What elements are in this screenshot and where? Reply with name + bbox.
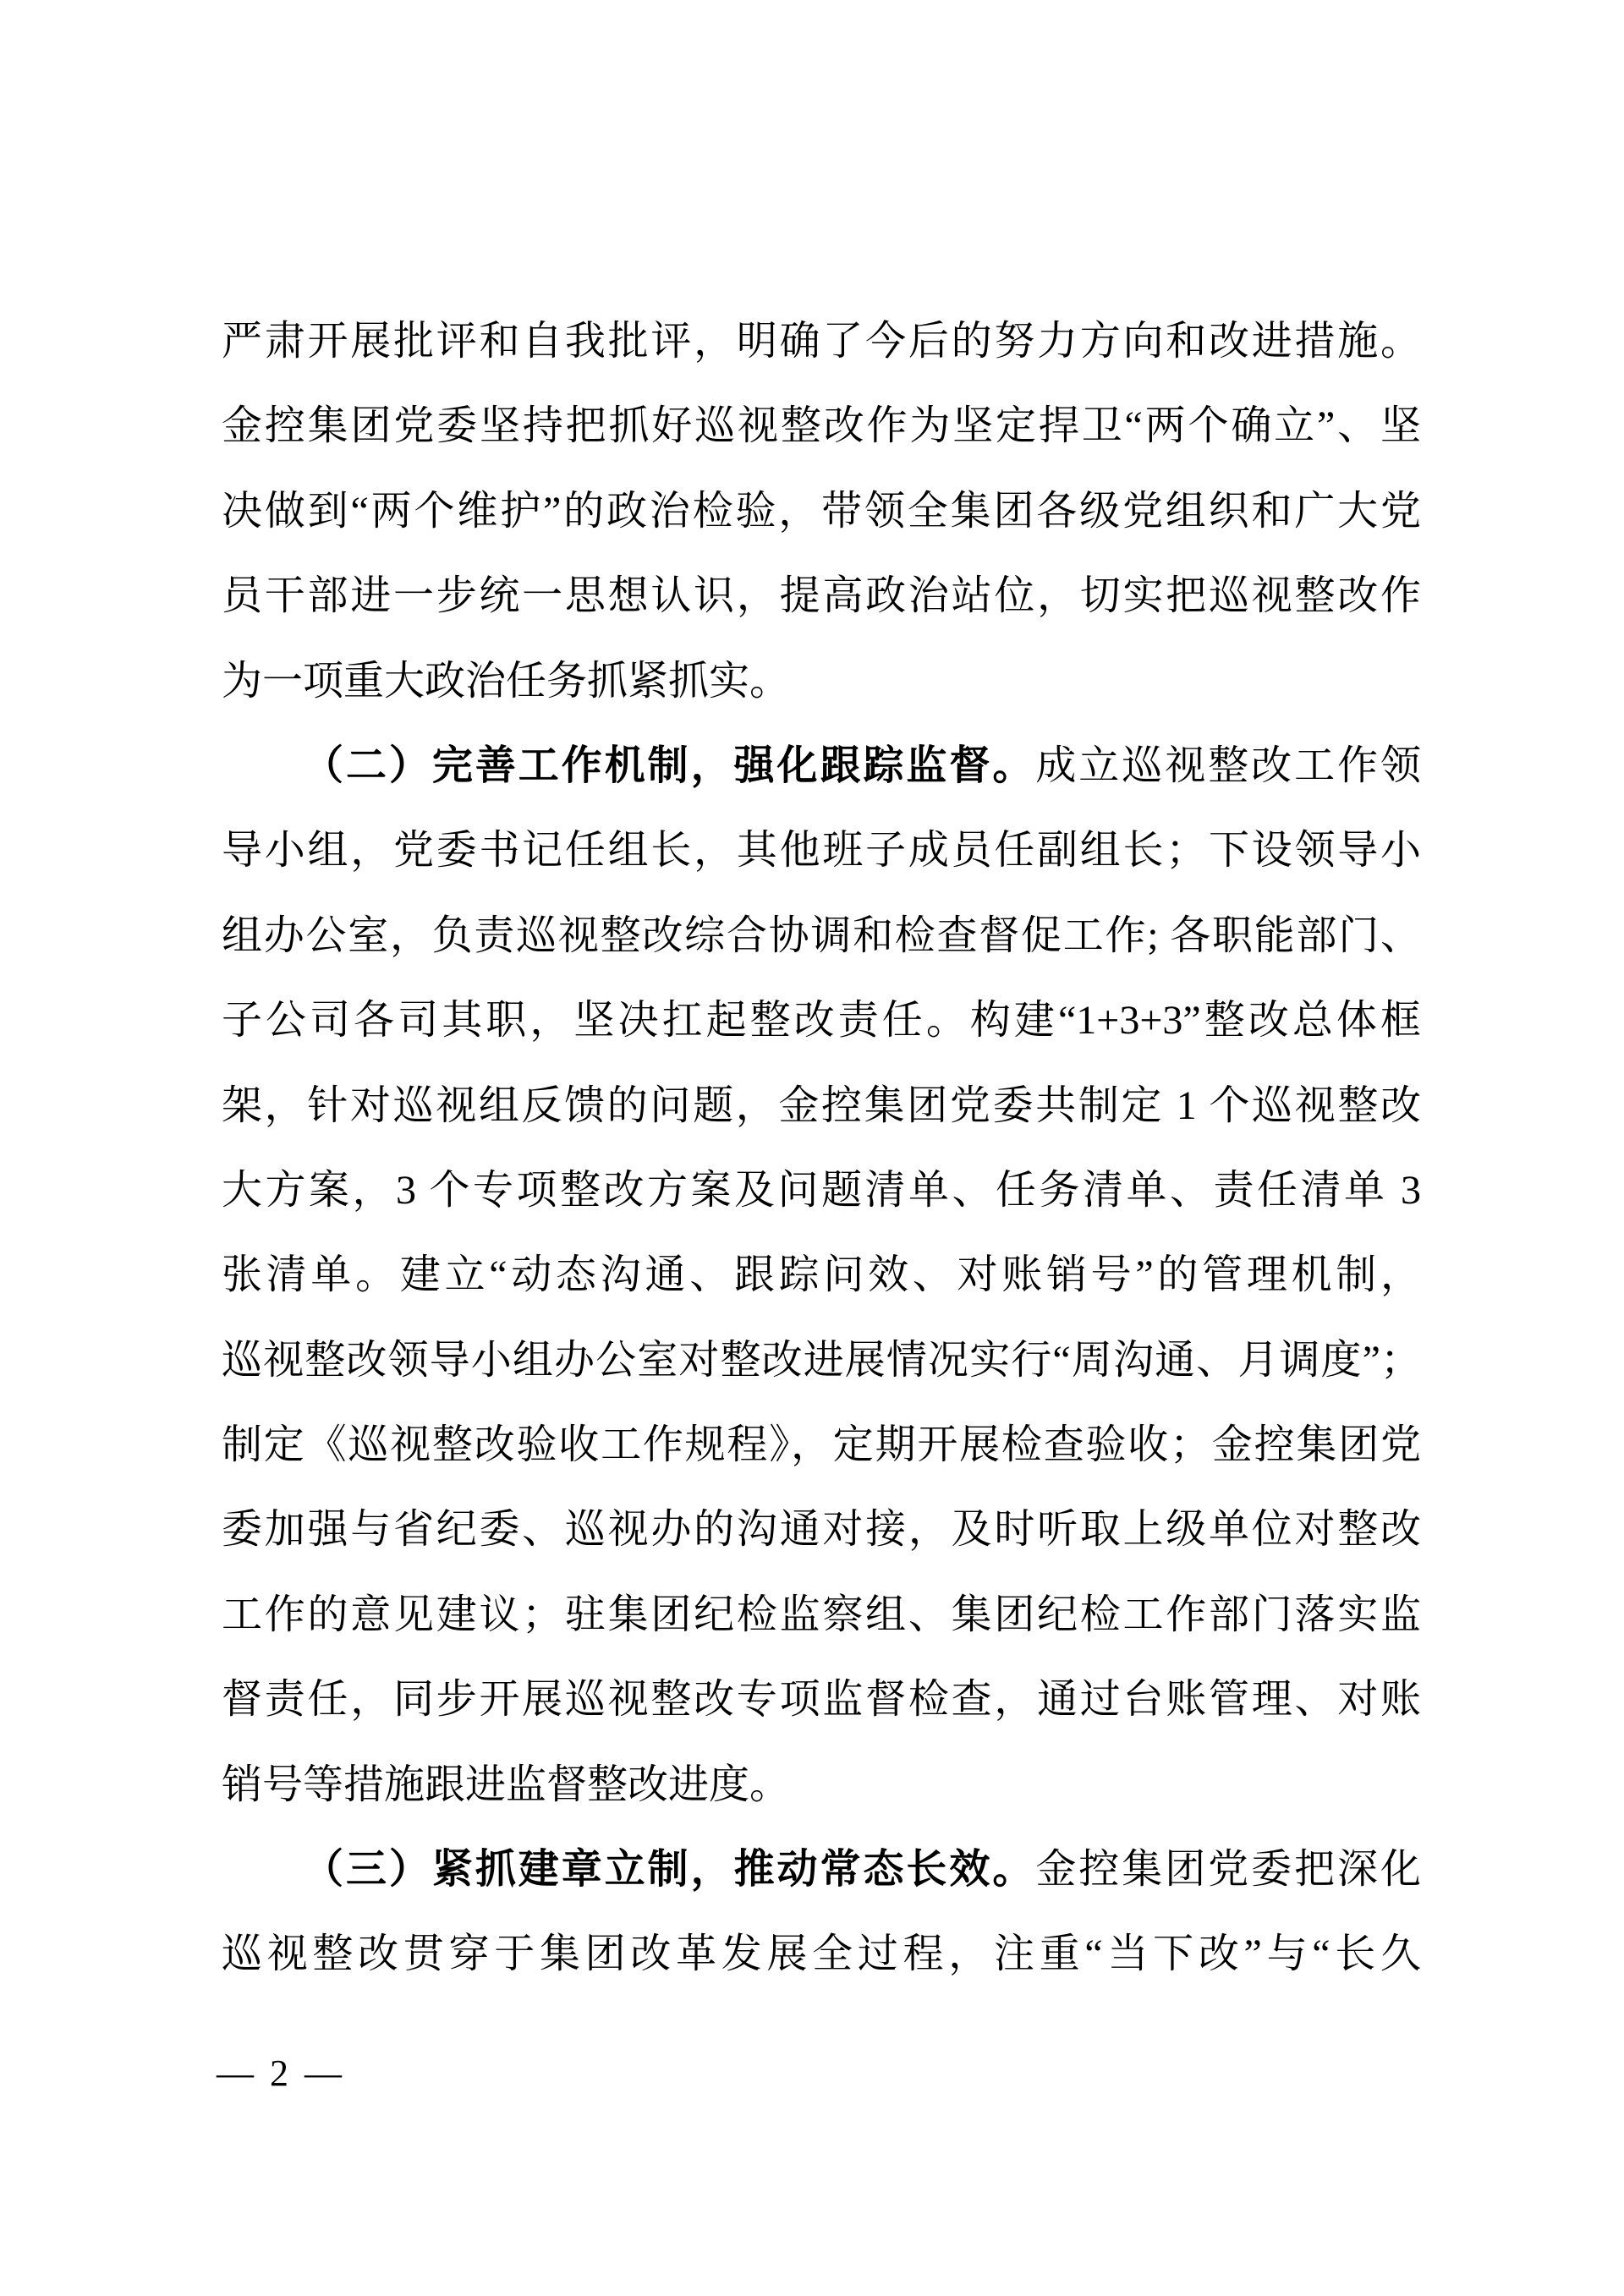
text-line-19 — [222, 1827, 1421, 1912]
line-text: 子公司各司其职，坚决扛起整改责任。构建“1+3+3”整改总体框 — [222, 998, 1421, 1044]
text-line-9 — [222, 978, 1421, 1063]
section-heading-2: （二）完善工作机制，强化跟踪监督。 — [303, 743, 1036, 788]
text-line-17 — [222, 1658, 1421, 1742]
line-text: 决做到“两个维护”的政治检验，带领全集团各级党组织和广大党 — [222, 488, 1421, 534]
line-text: 大方案，3 个专项整改方案及问题清单、任务清单、责任清单 3 — [222, 1167, 1421, 1213]
section-heading-3: （三）紧抓建章立制，推动常态长效。 — [303, 1847, 1036, 1893]
text-line-20 — [222, 1912, 1421, 1997]
line-text: 销号等措施跟进监督整改进度。 — [222, 1762, 791, 1807]
text-line-11 — [222, 1148, 1421, 1233]
text-line-7 — [222, 808, 1421, 893]
text-line-13 — [222, 1318, 1421, 1403]
text-line-15 — [222, 1488, 1421, 1572]
line-text: 为一项重大政治任务抓紧抓实。 — [222, 658, 791, 704]
line-text: 委加强与省纪委、巡视办的沟通对接，及时听取上级单位对整改 — [222, 1507, 1421, 1553]
text-line-4 — [222, 554, 1421, 638]
text-line-1 — [222, 299, 1421, 384]
line-text: 巡视整改贯穿于集团改革发展全过程，注重“当下改”与“长久 — [222, 1932, 1421, 1977]
text-line-16 — [222, 1573, 1421, 1658]
line-text: 严肃开展批评和自我批评，明确了今后的努力方向和改进措施。 — [222, 319, 1421, 364]
line-text: 金控集团党委坚持把抓好巡视整改作为坚定捍卫“两个确立”、坚 — [222, 403, 1421, 449]
line-text: 巡视整改领导小组办公室对整改进展情况实行“周沟通、月调度”； — [222, 1337, 1421, 1383]
text-line-10 — [222, 1064, 1421, 1148]
text-line-6 — [222, 724, 1421, 808]
text-line-18 — [222, 1743, 1421, 1827]
line-text: 金控集团党委把深化 — [1035, 1847, 1421, 1893]
line-text: 架，针对巡视组反馈的问题，金控集团党委共制定 1 个巡视整改 — [222, 1082, 1421, 1128]
line-text: 导小组，党委书记任组长，其他班子成员任副组长；下设领导小 — [222, 828, 1421, 874]
document-body — [222, 299, 1421, 1997]
line-text: 员干部进一步统一思想认识，提高政治站位，切实把巡视整改作 — [222, 573, 1421, 619]
text-line-5 — [222, 639, 1421, 724]
line-text: 工作的意见建议；驻集团纪检监察组、集团纪检工作部门落实监 — [222, 1592, 1421, 1637]
text-line-3 — [222, 469, 1421, 554]
text-line-8 — [222, 894, 1421, 978]
line-text: 督责任，同步开展巡视整改专项监督检查，通过台账管理、对账 — [222, 1677, 1421, 1723]
line-text: 组办公室，负责巡视整改综合协调和检查督促工作; 各职能部门、 — [222, 912, 1421, 958]
text-line-2 — [222, 384, 1421, 469]
text-line-14 — [222, 1403, 1421, 1488]
page-number: — 2 — — [217, 2052, 345, 2094]
text-line-12 — [222, 1233, 1421, 1318]
line-text: 张清单。建立“动态沟通、跟踪问效、对账销号”的管理机制， — [222, 1252, 1421, 1298]
line-text: 成立巡视整改工作领 — [1035, 743, 1421, 788]
line-text: 制定《巡视整改验收工作规程》，定期开展检查验收；金控集团党 — [222, 1422, 1421, 1468]
